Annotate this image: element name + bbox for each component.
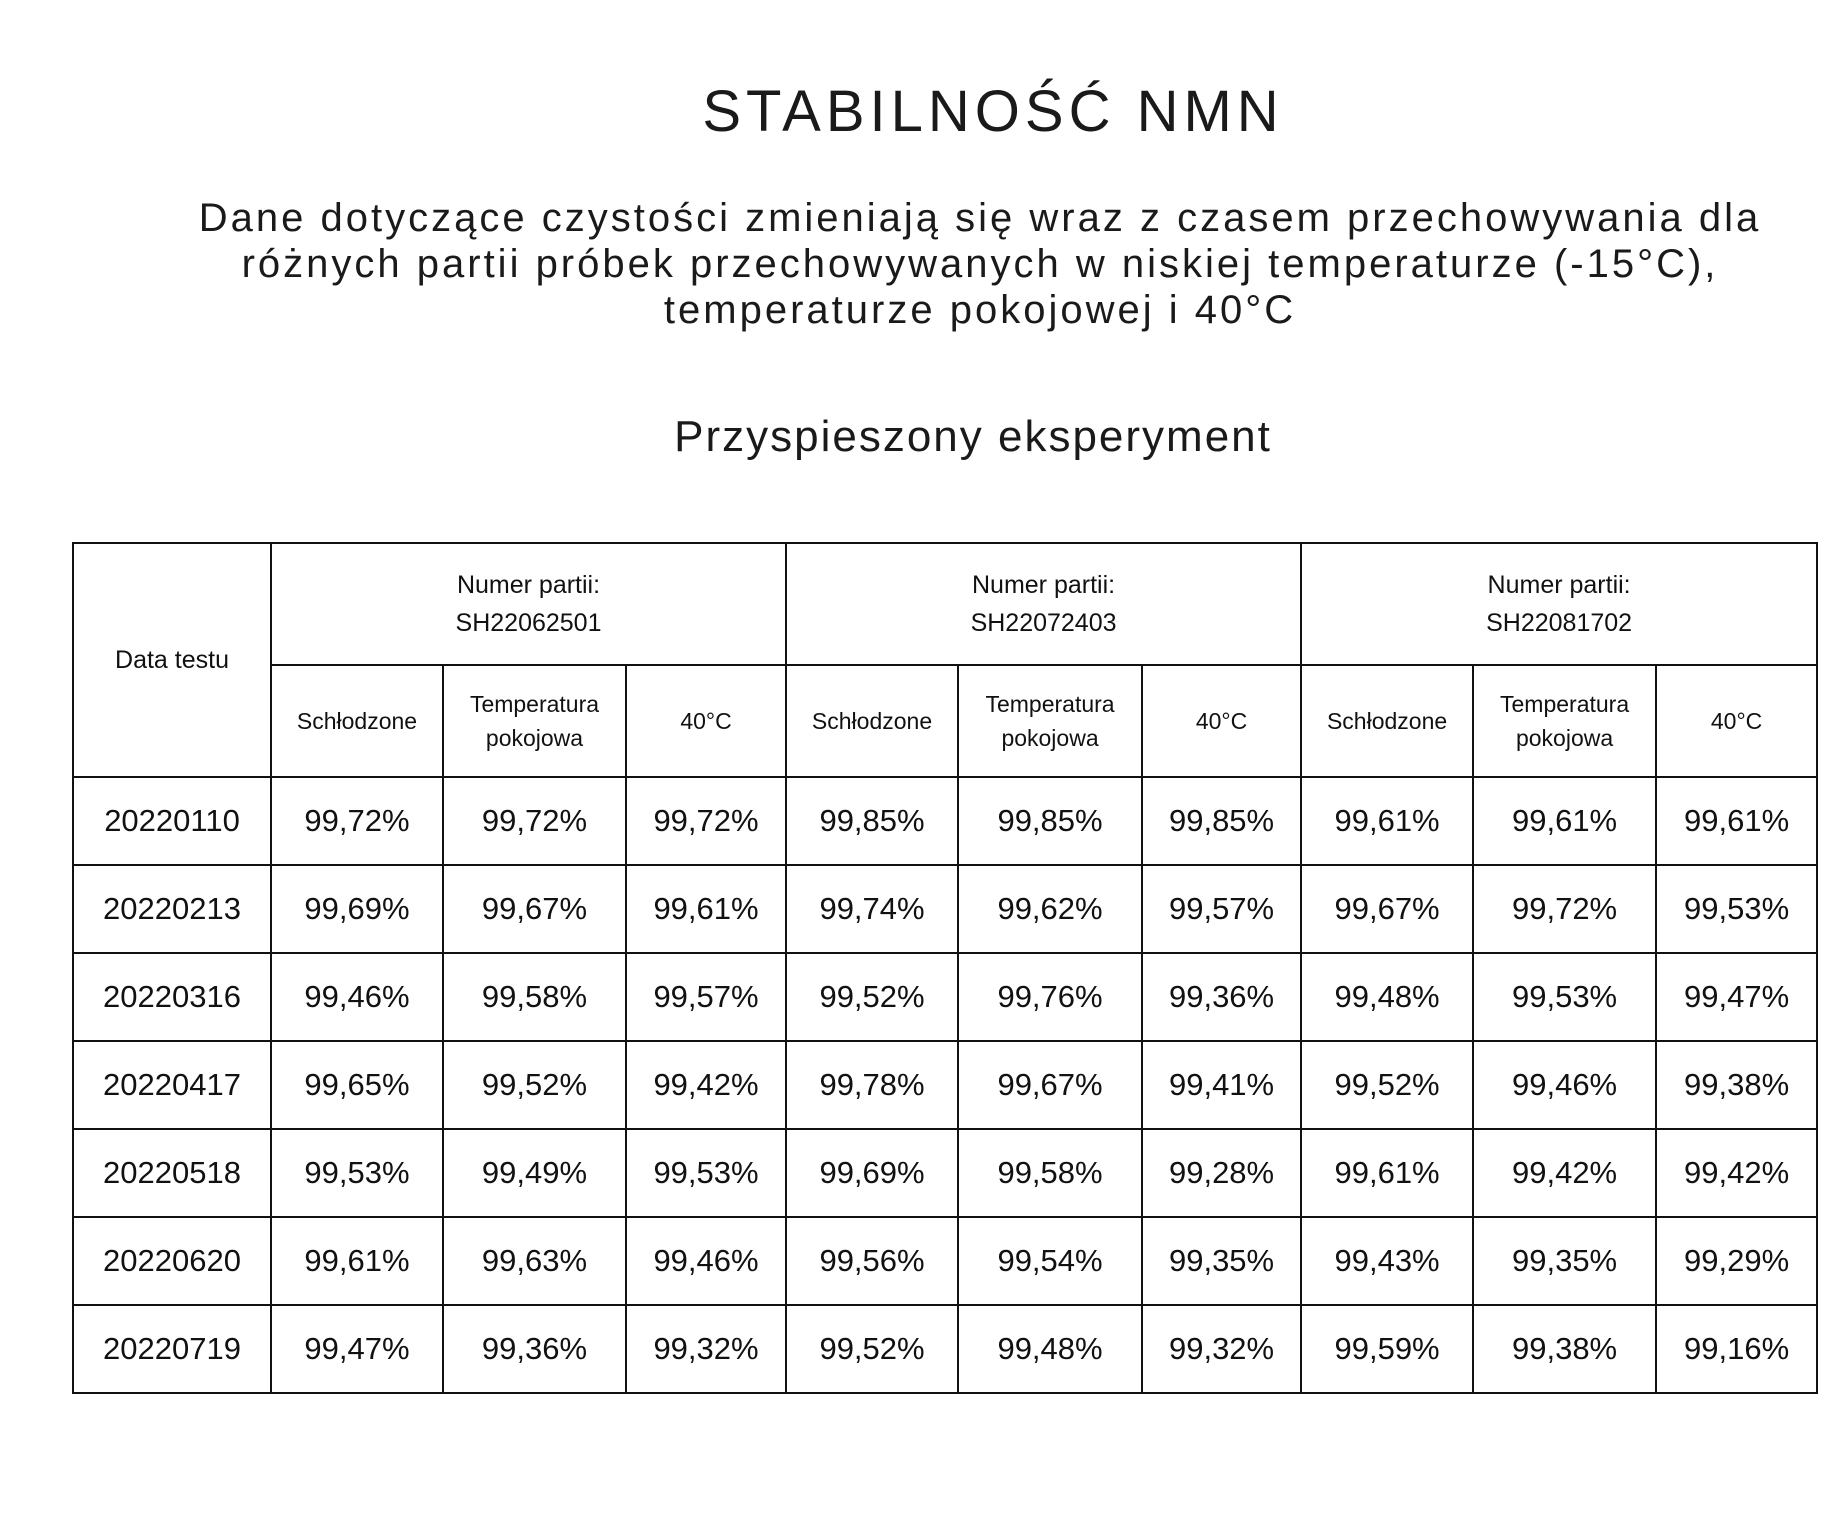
purity-value-cell: 99,43% [1301,1217,1473,1305]
batch-id: SH22062501 [455,609,602,637]
batch-id: SH22072403 [970,609,1117,637]
condition-header [958,665,1142,777]
purity-value-cell: 99,36% [443,1305,626,1393]
document-subtitle: Dane dotyczące czystości zmieniają się wraz z czasem przechowywania dla różnych partii próbek przechowywanych w niskiej temperaturze (-15°C), temperaturze pokojowej i 40°C [198,196,1762,332]
purity-value-cell: 99,72% [626,777,786,865]
purity-value-cell: 99,78% [786,1041,958,1129]
purity-value-cell: 99,61% [271,1217,443,1305]
purity-value-cell: 99,62% [958,865,1142,953]
purity-value-cell: 99,42% [1473,1129,1656,1217]
purity-value-cell: 99,42% [1656,1129,1817,1217]
test-date-cell: 20220719 [73,1305,271,1393]
purity-value-cell: 99,48% [958,1305,1142,1393]
condition-header [1142,665,1301,777]
purity-value-cell: 99,59% [1301,1305,1473,1393]
purity-value-cell: 99,61% [1301,777,1473,865]
section-title: Przyspieszony eksperyment [674,412,1272,461]
table-row [73,1041,1817,1129]
purity-value-cell: 99,69% [271,865,443,953]
condition-label-line2: pokojowa [485,725,584,751]
purity-value-cell: 99,85% [1142,777,1301,865]
condition-header [271,665,443,777]
purity-value-cell: 99,52% [786,953,958,1041]
purity-value-cell: 99,38% [1473,1305,1656,1393]
condition-label: Temperatura [469,691,600,717]
purity-value-cell: 99,72% [1473,865,1656,953]
purity-value-cell: 99,46% [626,1217,786,1305]
batch-header [1301,543,1817,665]
condition-header [1473,665,1656,777]
table-row [73,1217,1817,1305]
purity-value-cell: 99,74% [786,865,958,953]
purity-value-cell: 99,65% [271,1041,443,1129]
test-date-cell: 20220110 [73,777,271,865]
condition-label: Schłodzone [1326,708,1448,734]
test-date-cell: 20220417 [73,1041,271,1129]
test-date-cell: 20220213 [73,865,271,953]
purity-value-cell: 99,69% [786,1129,958,1217]
purity-value-cell: 99,32% [1142,1305,1301,1393]
table-row [73,865,1817,953]
purity-value-cell: 99,49% [443,1129,626,1217]
purity-value-cell: 99,58% [958,1129,1142,1217]
purity-value-cell: 99,72% [443,777,626,865]
purity-value-cell: 99,42% [626,1041,786,1129]
purity-value-cell: 99,52% [786,1305,958,1393]
batch-label: Numer partii: [456,571,601,599]
condition-label: Schłodzone [296,708,418,734]
purity-value-cell: 99,61% [1473,777,1656,865]
purity-value-cell: 99,53% [626,1129,786,1217]
purity-value-cell: 99,52% [443,1041,626,1129]
condition-label: Temperatura [1500,691,1630,717]
condition-label: Temperatura [985,691,1115,717]
purity-value-cell: 99,61% [1301,1129,1473,1217]
purity-value-cell: 99,36% [1142,953,1301,1041]
batch-id: SH22081702 [1486,609,1633,637]
table-row [73,1129,1817,1217]
purity-value-cell: 99,76% [958,953,1142,1041]
document-title: STABILNOŚĆ NMN [702,79,1284,144]
purity-value-cell: 99,53% [1656,865,1817,953]
purity-value-cell: 99,61% [1656,777,1817,865]
condition-header [1656,665,1817,777]
purity-value-cell: 99,48% [1301,953,1473,1041]
purity-value-cell: 99,35% [1473,1217,1656,1305]
purity-value-cell: 99,72% [271,777,443,865]
purity-value-cell: 99,47% [271,1305,443,1393]
purity-value-cell: 99,67% [958,1041,1142,1129]
purity-value-cell: 99,53% [1473,953,1656,1041]
purity-value-cell: 99,67% [443,865,626,953]
purity-value-cell: 99,46% [271,953,443,1041]
purity-value-cell: 99,29% [1656,1217,1817,1305]
purity-value-cell: 99,57% [626,953,786,1041]
test-date-cell: 20220518 [73,1129,271,1217]
table-row [73,777,1817,865]
condition-header-row [73,665,1817,777]
batch-header [786,543,1301,665]
table-body [73,777,1817,1393]
purity-value-cell: 99,41% [1142,1041,1301,1129]
test-date-cell: 20220316 [73,953,271,1041]
purity-value-cell: 99,63% [443,1217,626,1305]
batch-label: Numer partii: [1487,571,1631,599]
condition-label-line2: pokojowa [1001,725,1099,751]
condition-header [626,665,786,777]
purity-value-cell: 99,61% [626,865,786,953]
batch-header [271,543,786,665]
stability-table [72,542,1818,1394]
purity-value-cell: 99,85% [786,777,958,865]
purity-value-cell: 99,58% [443,953,626,1041]
table-row [73,953,1817,1041]
test-date-cell: 20220620 [73,1217,271,1305]
condition-label: Schłodzone [811,708,933,734]
purity-value-cell: 99,35% [1142,1217,1301,1305]
batch-label: Numer partii: [972,571,1116,599]
purity-value-cell: 99,16% [1656,1305,1817,1393]
batch-header-row [73,543,1817,665]
purity-value-cell: 99,46% [1473,1041,1656,1129]
purity-value-cell: 99,85% [958,777,1142,865]
date-column-header: Data testu [73,543,271,777]
condition-label: 40°C [1710,708,1763,734]
purity-value-cell: 99,32% [626,1305,786,1393]
purity-value-cell: 99,28% [1142,1129,1301,1217]
condition-label: 40°C [680,708,732,734]
purity-value-cell: 99,54% [958,1217,1142,1305]
purity-value-cell: 99,52% [1301,1041,1473,1129]
purity-value-cell: 99,56% [786,1217,958,1305]
purity-value-cell: 99,47% [1656,953,1817,1041]
purity-value-cell: 99,53% [271,1129,443,1217]
purity-value-cell: 99,67% [1301,865,1473,953]
purity-value-cell: 99,57% [1142,865,1301,953]
condition-header [786,665,958,777]
condition-label: 40°C [1195,708,1248,734]
condition-header [1301,665,1473,777]
condition-header [443,665,626,777]
condition-label-line2: pokojowa [1515,725,1614,751]
purity-value-cell: 99,38% [1656,1041,1817,1129]
table-row [73,1305,1817,1393]
